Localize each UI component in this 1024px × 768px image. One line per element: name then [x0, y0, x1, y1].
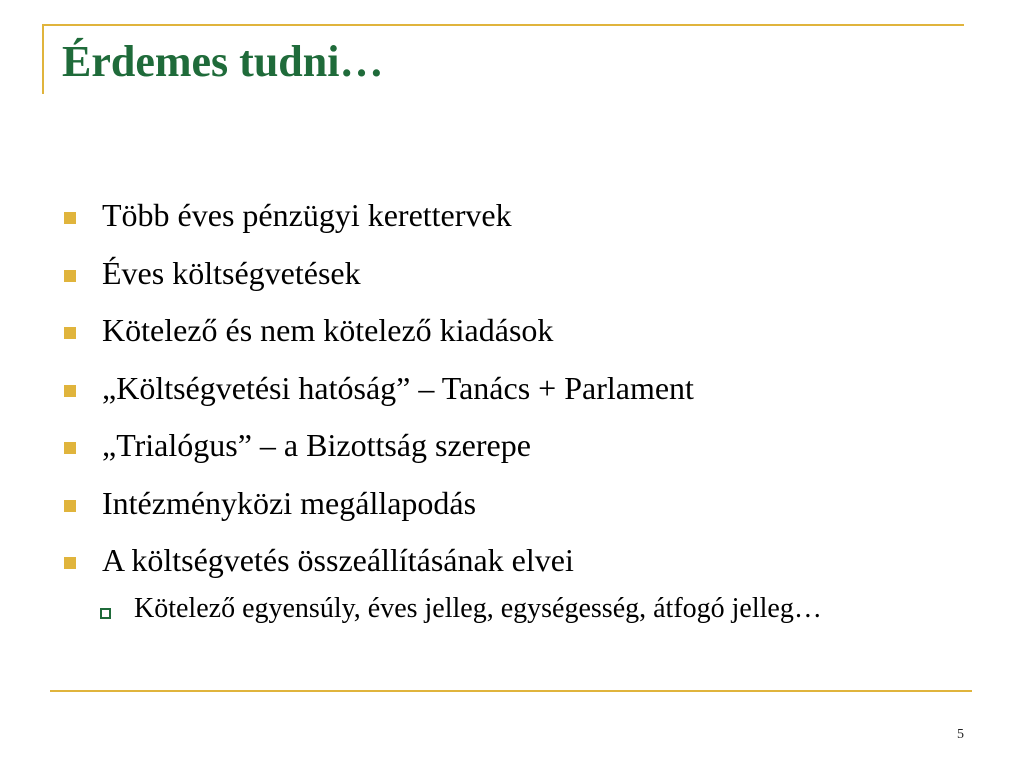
bullet-text: Több éves pénzügyi kerettervek — [102, 197, 512, 233]
bullet-text: „Költségvetési hatóság” – Tanács + Parlament — [102, 369, 694, 406]
square-bullet-icon — [64, 327, 76, 339]
bullet-text: Intézményközi megállapodás — [102, 484, 477, 521]
footer-rule — [50, 690, 972, 692]
bullet-text: „Trialógus” – a Bizottság szerepe — [102, 427, 531, 463]
square-bullet-icon — [64, 500, 76, 512]
bullet-item — [62, 253, 962, 311]
bullet-text: Éves költségvetések — [102, 254, 361, 291]
slide-title: Érdemes tudni… — [62, 37, 384, 86]
bullet-list — [62, 195, 962, 598]
square-bullet-icon — [64, 212, 76, 224]
subbullet-list — [100, 591, 890, 627]
square-bullet-icon — [64, 270, 76, 282]
page-number: 5 — [957, 727, 964, 742]
bullet-item — [62, 195, 962, 253]
square-bullet-icon — [64, 385, 76, 397]
bullet-item — [62, 310, 962, 368]
title-rule-top — [42, 24, 964, 26]
subbullet-text: Kötelező egyensúly, éves jelleg, egységesség, átfogó jelleg… — [134, 593, 822, 624]
subbullet-item — [100, 591, 890, 627]
bullet-item — [62, 368, 962, 426]
bullet-text: A költségvetés összeállításának elvei — [102, 542, 574, 578]
square-bullet-icon — [64, 557, 76, 569]
hollow-square-bullet-icon — [100, 608, 111, 619]
bullet-item — [62, 540, 962, 598]
title-rule-left — [42, 24, 44, 94]
square-bullet-icon — [64, 442, 76, 454]
bullet-item — [62, 425, 962, 483]
bullet-item — [62, 483, 962, 541]
bullet-text: Kötelező és nem kötelező kiadások — [102, 312, 554, 348]
